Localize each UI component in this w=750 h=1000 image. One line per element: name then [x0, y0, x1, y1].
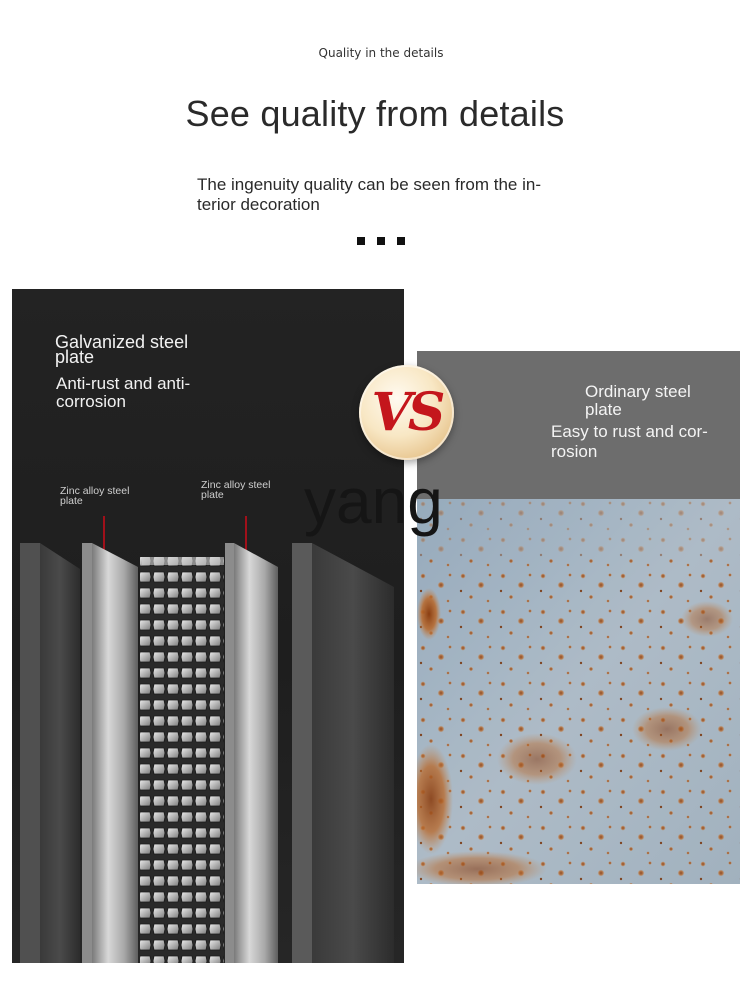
vs-badge: [359, 365, 454, 460]
page-headline: See quality from details: [185, 93, 565, 134]
ordinary-title: Ordinary steel plate: [585, 382, 691, 419]
vs-label: VS: [371, 382, 442, 443]
watermark-text: yang: [304, 465, 443, 537]
decorative-dots: [357, 237, 405, 245]
eyebrow-text: Quality in the details: [318, 46, 444, 60]
callout-left-label: Zinc alloy steel plate: [60, 485, 130, 507]
steel-cross-section-illustration: [12, 539, 404, 963]
callout-right-label: Zinc alloy steel plate: [201, 479, 271, 501]
ordinary-steel-panel: [417, 351, 740, 884]
headline-subtext: The ingenuity quality can be seen from the in-terior decoration: [197, 175, 541, 214]
galvanized-subtitle: Anti-rust and anti-corrosion: [56, 374, 191, 411]
ordinary-subtitle: Easy to rust and cor-rosion: [551, 422, 708, 461]
rusted-steel-illustration: [417, 499, 740, 884]
galvanized-title: Galvanized steel plate: [55, 332, 189, 367]
galvanized-steel-panel: [12, 289, 404, 963]
